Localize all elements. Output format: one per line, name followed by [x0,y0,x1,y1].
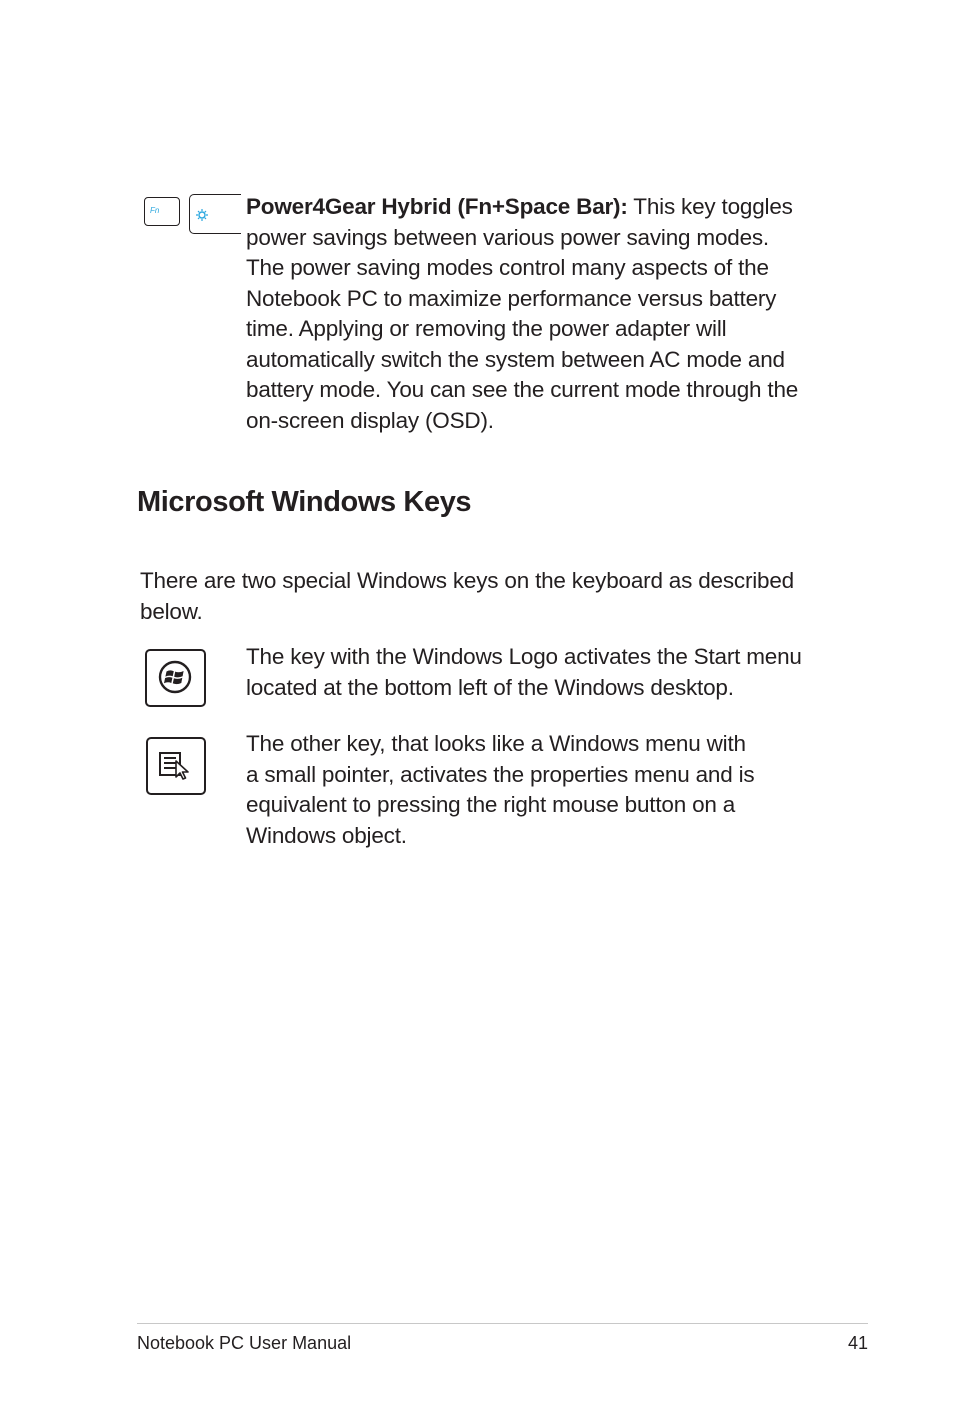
windows-key-description [246,642,802,703]
windows-key-line-2: located at the bottom left of the Windows desktop. [246,674,734,700]
power4gear-line-8: on-screen display (OSD). [246,407,494,433]
menu-key-description [246,729,754,851]
power4gear-line-1: Power4Gear Hybrid (Fn+Space Bar): This key toggles [246,194,793,219]
menu-key-line-1: The other key, that looks like a Windows menu with [246,731,746,756]
windows-key-line-1: The key with the Windows Logo activates the Start menu [246,644,802,669]
space-bar-key-icon [189,194,241,234]
power4gear-line-3: The power saving modes control many aspects of the [246,255,769,280]
menu-key-line-3: equivalent to pressing the right mouse button on a [246,792,736,817]
power4gear-description [246,192,798,436]
section-intro [140,566,794,627]
footer-divider [137,1323,868,1324]
intro-line-1: There are two special Windows keys on the keyboard as described [140,568,794,593]
power4gear-line-5: time. Applying or removing the power adapter will [246,316,727,341]
windows-logo-icon [157,659,193,695]
power4gear-line-2: power savings between various power saving modes. [246,224,769,250]
power4gear-term: Power4Gear Hybrid (Fn+Space Bar): [246,194,628,219]
section-title: Microsoft Windows Keys [137,486,472,518]
menu-pointer-icon [158,747,192,781]
footer-manual-title: Notebook PC User Manual [137,1333,352,1353]
footer-page-number: 41 [847,1333,868,1353]
menu-key-line-2: a small pointer, activates the properties menu and is [246,761,755,787]
fn-key-icon [144,197,180,226]
windows-key-icon [145,649,206,707]
menu-key-icon [146,737,206,795]
power4gear-line-7: battery mode. You can see the current mode through the [246,377,799,402]
power4gear-line-4: Notebook PC to maximize performance versus battery [246,285,777,311]
power4gear-line-6: automatically switch the system between AC mode and [246,346,785,372]
intro-line-2: below. [140,598,203,624]
menu-key-line-4: Windows object. [246,822,407,848]
fn-key-label: Fn [150,206,160,215]
power4gear-icon [195,208,209,222]
